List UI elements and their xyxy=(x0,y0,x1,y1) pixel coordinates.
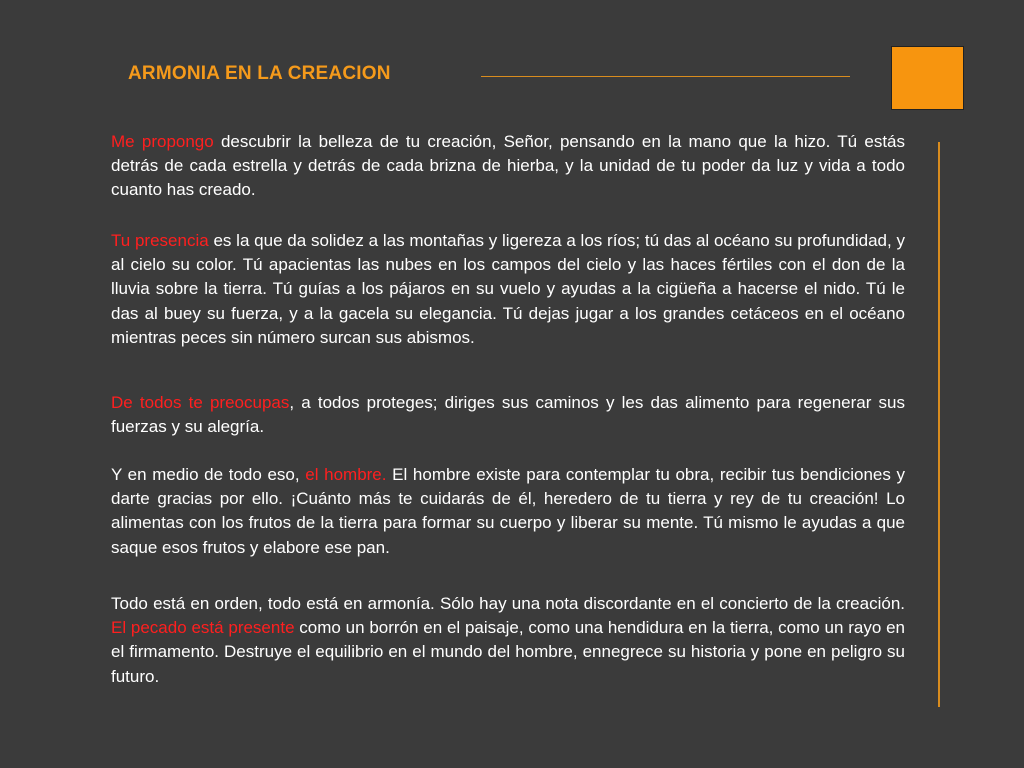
paragraph-1 xyxy=(111,130,905,203)
paragraph-2-text: es la que da solidez a las montañas y ligereza a los ríos; tú das al océano su profundidad, y al cielo su color. Tú apacientas las nubes en los campos del cielo y las haces fértiles con el don de la lluvia sobre la tierra. Tú guías a los pájaros en su vuelo y ayudas a la cigüeña a hacerse el nido. Tú le das al buey su fuerza, y a la gacela su elegancia. Tú dejas jugar a los grandes cetáceos en el océano mientras peces sin número surcan sus abismos. xyxy=(111,231,905,347)
paragraph-3-highlight: De todos te preocupas xyxy=(111,393,290,412)
paragraph-5-highlight: El pecado está presente xyxy=(111,618,295,638)
paragraph-4 xyxy=(111,463,905,560)
paragraph-2-highlight: Tu presencia xyxy=(111,231,209,250)
title-divider-line xyxy=(481,76,850,77)
paragraph-1-text: descubrir la belleza de tu creación, Señor, pensando en la mano que la hizo. Tú estás detrás de cada estrella y detrás de cada brizna de hierba, y la unidad de tu poder da luz y vida a todo cuanto has creado. xyxy=(111,132,905,200)
paragraph-2 xyxy=(111,229,905,350)
paragraph-1-highlight: Me propongo xyxy=(111,132,214,151)
orange-corner-square xyxy=(891,46,964,110)
paragraph-4-text-after: El hombre existe para contemplar tu obra, recibir tus bendiciones y darte gracias por ello. ¡Cuánto más te cuidarás de él, heredero de tu tierra y rey de tu creación! Lo alimentas con los frutos de la tierra para formar su cuerpo y liberar su mente. Tú mismo le ayudas a que saque esos frutos y elabore ese pan. xyxy=(111,465,905,557)
paragraph-3-text: , a todos proteges; diriges sus caminos y les das alimento para regenerar sus fuerzas y su alegría. xyxy=(111,393,906,437)
slide-title: ARMONIA EN LA CREACION xyxy=(128,63,391,84)
paragraph-5 xyxy=(111,592,905,689)
paragraph-3 xyxy=(111,391,905,439)
vertical-accent-line xyxy=(938,142,940,707)
paragraph-4-highlight: el hombre. xyxy=(305,465,387,484)
paragraph-5-text-after: como un borrón en el paisaje, como una hendidura en la tierra, como un rayo en el firmamento. Destruye el equilibrio en el mundo del hombre, ennegrece su historia y pone en peligro su futuro. xyxy=(111,618,905,686)
paragraph-4-text-before: Y en medio de todo eso, xyxy=(111,465,306,484)
paragraph-5-text-before: Todo está en orden, todo está en armonía. Sólo hay una nota discordante en el concierto de la creación. xyxy=(111,594,905,613)
